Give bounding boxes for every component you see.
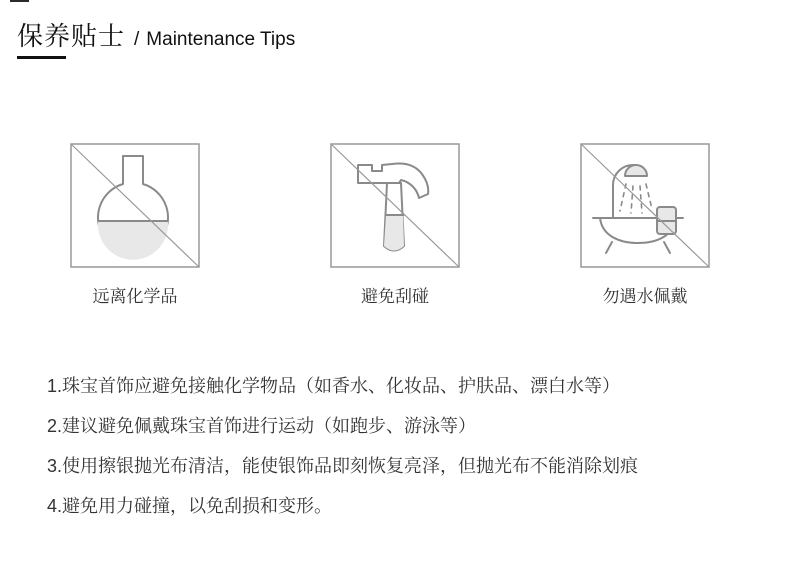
tips-list: [47, 366, 757, 526]
tip-line-2: 2.建议避免佩戴珠宝首饰进行运动（如跑步、游泳等）: [47, 416, 477, 436]
tip-line-4: 4.避免用力碰撞，以免刮损和变形。: [47, 496, 333, 516]
section-header: [17, 20, 295, 52]
icon-caption: 勿遇水佩戴: [602, 287, 688, 306]
cutoff-artifact-line: [10, 0, 29, 2]
title-separator: /: [134, 29, 140, 50]
tip-line-3: 3.使用擦银抛光布清洁，能使银饰品即刻恢复亮泽，但抛光布不能消除划痕: [47, 456, 639, 476]
no-chemicals-icon: [70, 143, 200, 268]
section-title-cn: 保养贴士: [17, 21, 126, 51]
tip-item-chemicals: [70, 143, 200, 307]
tip-line-1: 1.珠宝首饰应避免接触化学物品（如香水、化妆品、护肤品、漂白水等）: [47, 376, 621, 396]
no-water-icon: [580, 143, 710, 268]
icon-caption: 避免刮碰: [361, 287, 429, 306]
icon-caption: 远离化学品: [92, 287, 178, 306]
tip-item-scratch: [330, 143, 460, 307]
no-scratch-icon: [330, 143, 460, 268]
section-title-en: Maintenance Tips: [146, 29, 296, 50]
title-underline: [17, 56, 66, 59]
tip-item-water: [580, 143, 710, 307]
